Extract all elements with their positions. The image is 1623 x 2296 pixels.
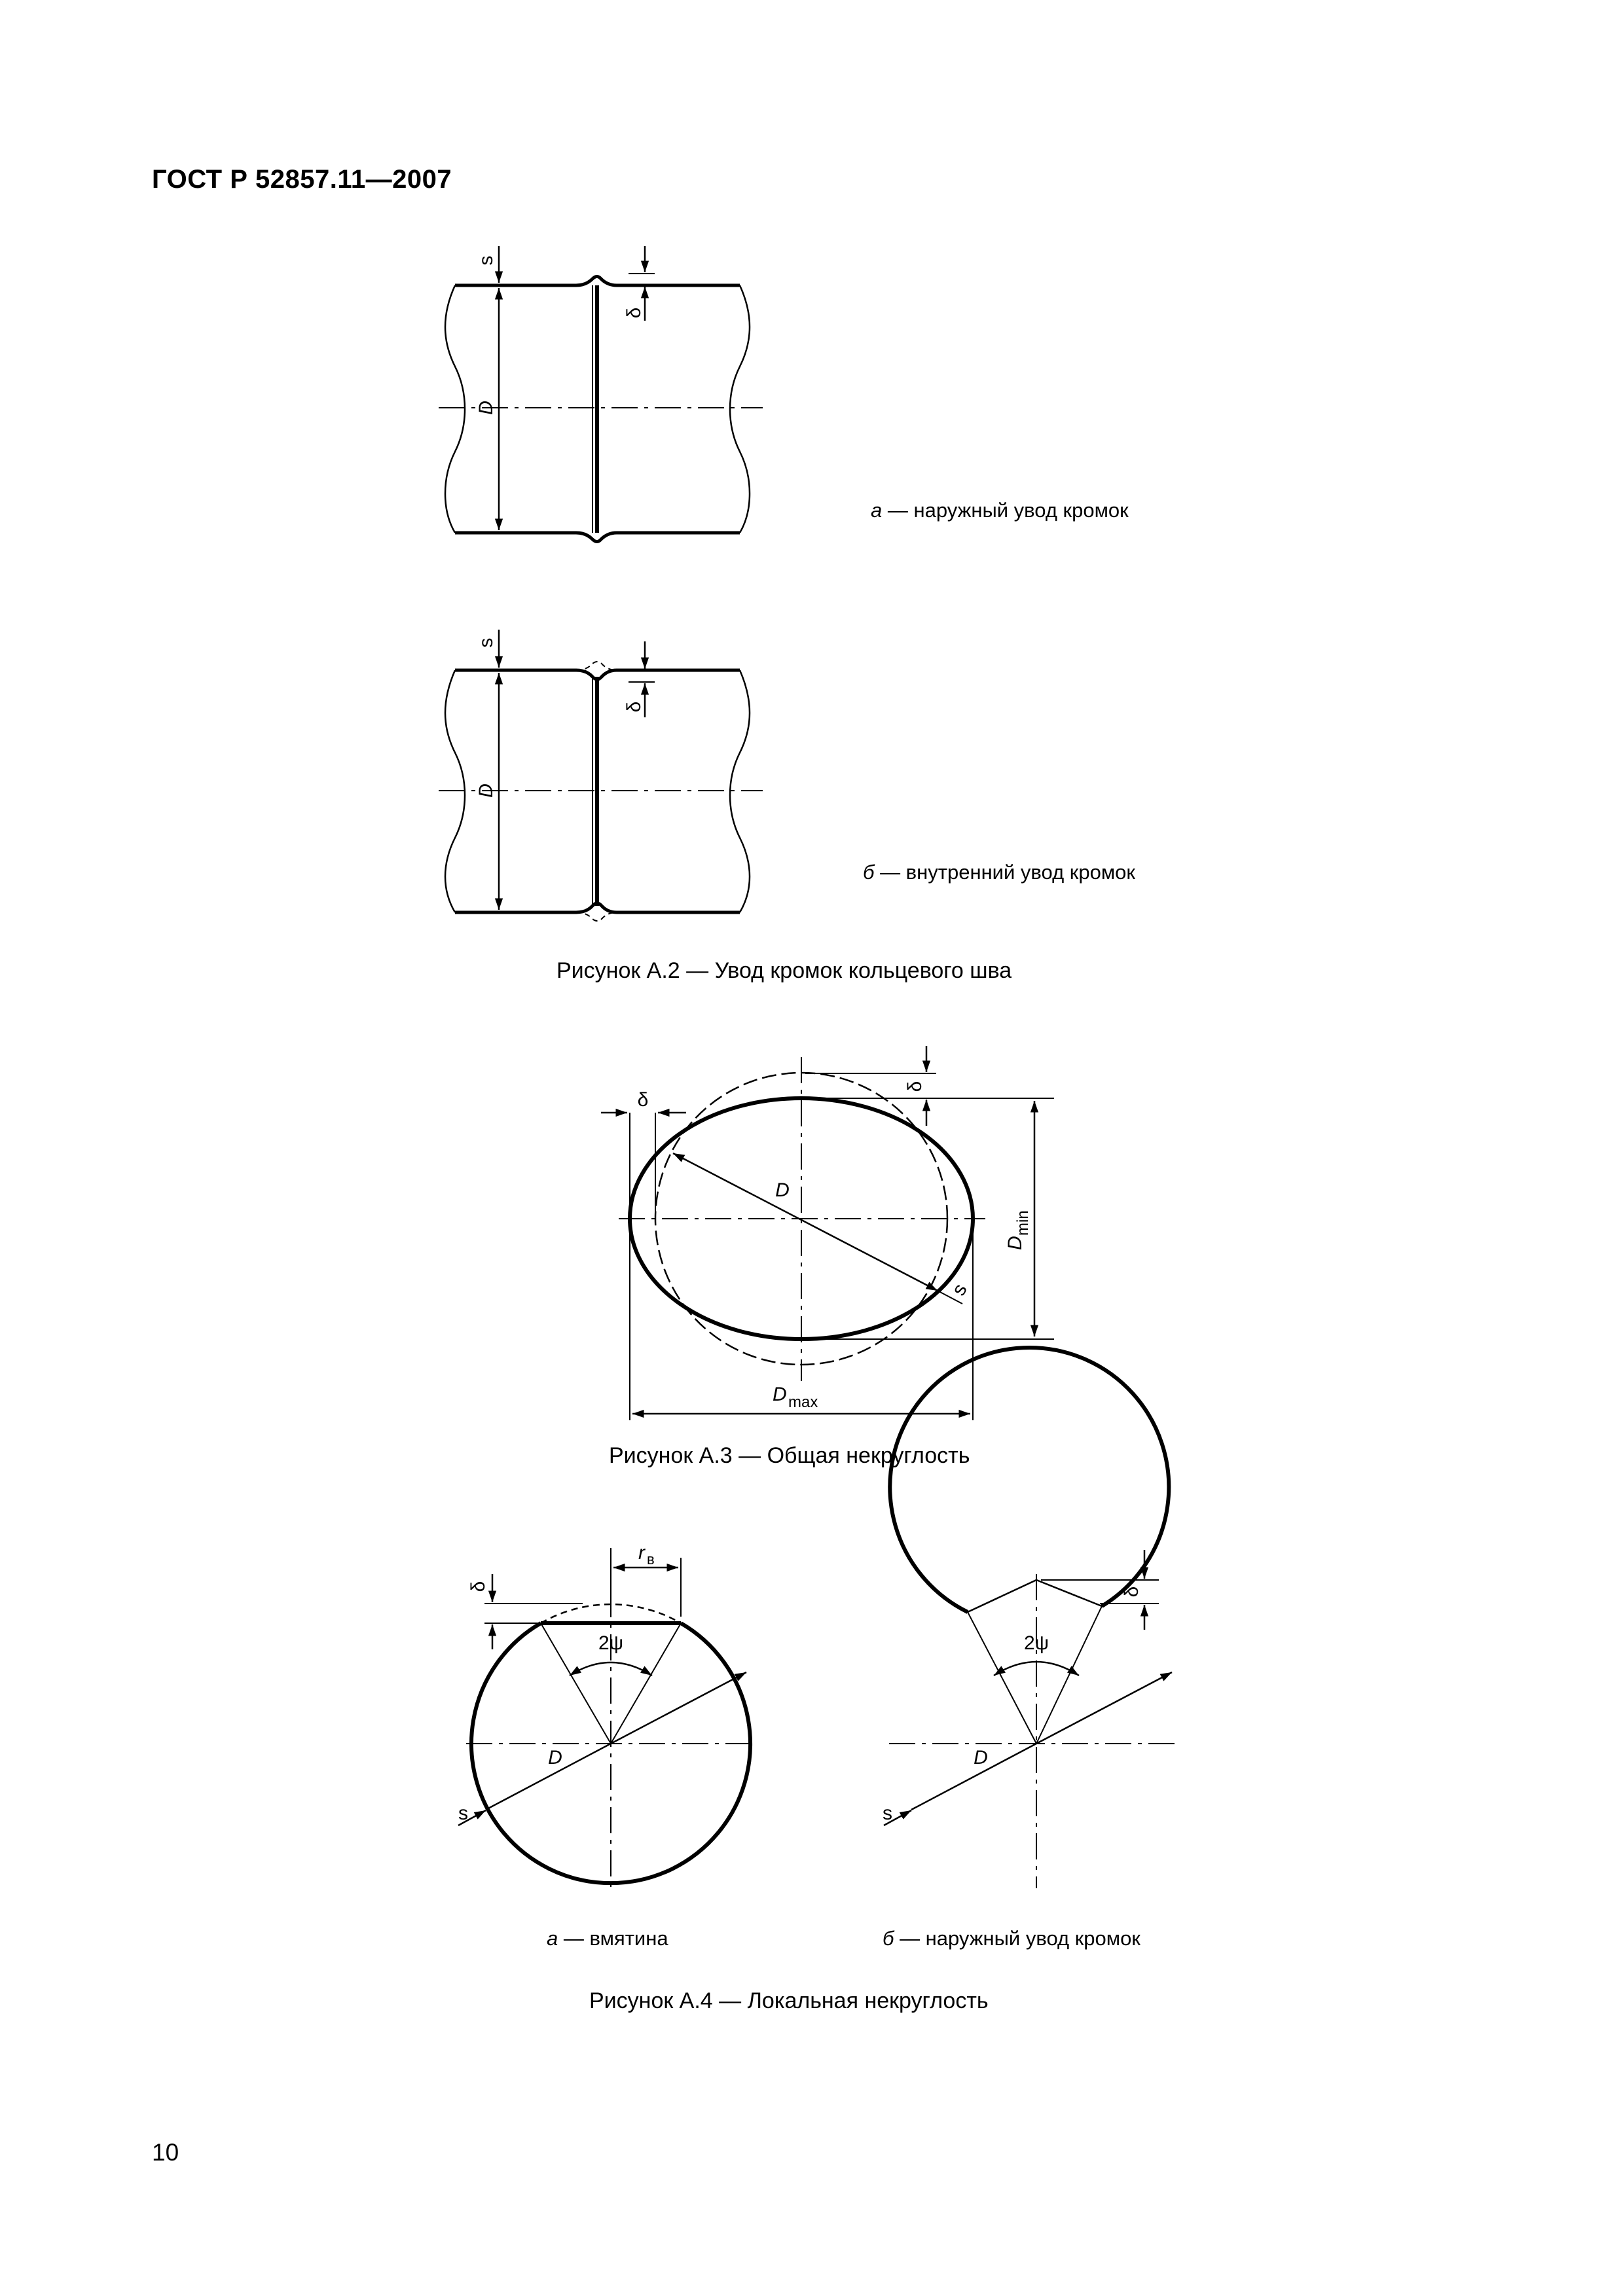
- figure-a4-a-drawing: [458, 1548, 756, 1888]
- a2b-delta-label: δ: [623, 701, 645, 713]
- figure-a2-b-drawing: [439, 630, 763, 921]
- figure-a2-part-a-label: а — наружный увод кромок: [871, 499, 1129, 522]
- figure-a4-part-b-label: б — наружный увод кромок: [883, 1927, 1140, 1950]
- a4a-2psi-label: 2ψ: [598, 1632, 624, 1654]
- svg-text:min: min: [1014, 1210, 1032, 1236]
- a4b-s-label: s: [883, 1803, 892, 1824]
- svg-text:D: D: [1004, 1236, 1026, 1250]
- page-number: 10: [152, 2139, 179, 2166]
- a2a-delta-label: δ: [623, 307, 645, 319]
- svg-text:max: max: [788, 1393, 818, 1411]
- svg-text:в: в: [647, 1551, 655, 1568]
- a3-delta-left: δ: [637, 1089, 649, 1111]
- figure-a2-part-b-label: б — внутренний увод кромок: [863, 861, 1135, 884]
- a4b-d-label: D: [974, 1747, 988, 1768]
- svg-text:D: D: [773, 1384, 787, 1405]
- a3-dmin-label: [1004, 1210, 1032, 1250]
- a4b-2psi-label: 2ψ: [1023, 1632, 1049, 1654]
- figure-a4-b-drawing: [884, 1348, 1178, 1888]
- figure-a3-caption: Рисунок А.3 — Общая некруглость: [609, 1443, 970, 1468]
- a2a-s-label: s: [475, 255, 497, 266]
- svg-text:r: r: [638, 1542, 645, 1564]
- figure-a2-caption: Рисунок А.2 — Увод кромок кольцевого шва: [556, 958, 1012, 983]
- figure-a2-a-drawing: [439, 246, 763, 542]
- document-header: ГОСТ Р 52857.11—2007: [152, 165, 452, 194]
- a4b-delta-label: δ: [1121, 1586, 1142, 1598]
- a4a-delta-label: δ: [467, 1581, 489, 1592]
- a4a-d-label: D: [548, 1747, 562, 1768]
- a2b-s-label: s: [475, 637, 497, 648]
- a3-delta-top: δ: [904, 1081, 926, 1092]
- a2a-d-label: D: [475, 401, 497, 415]
- figure-a4-part-a-label: а — вмятина: [547, 1927, 668, 1950]
- a2b-d-label: D: [475, 783, 497, 798]
- a3-d-label: D: [775, 1179, 790, 1201]
- figure-a3-drawing: [601, 1046, 1054, 1420]
- a4a-rb-label: [638, 1542, 655, 1568]
- figure-a4-caption: Рисунок А.4 — Локальная некруглость: [589, 1988, 989, 2013]
- a4a-s-label: s: [458, 1803, 468, 1824]
- a3-s-label: s: [947, 1280, 972, 1299]
- a3-dmax-label: [773, 1384, 818, 1411]
